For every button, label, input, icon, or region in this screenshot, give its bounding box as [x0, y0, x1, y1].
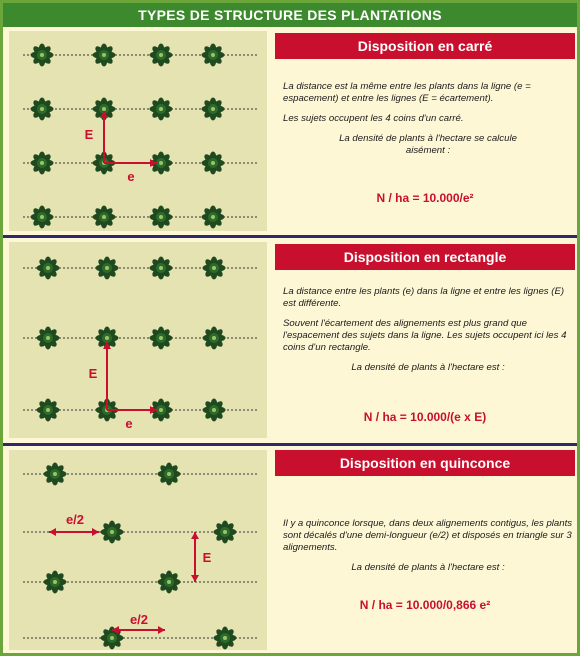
- plant-icon: [37, 327, 60, 350]
- plant-icon: [31, 98, 54, 121]
- plant-icon: [44, 571, 67, 594]
- paragraph: Il y a quinconce lorsque, dans deux alignements contigus, les plants sont décalés d'une demi-longueur (e/2) et disposés en triangle sur 3 alignements.: [283, 518, 573, 553]
- plant-icon: [202, 152, 225, 175]
- label-E: E: [202, 550, 212, 565]
- section-heading: Disposition en quinconce: [275, 450, 575, 476]
- plant-icon: [203, 327, 226, 350]
- label-E: E: [84, 127, 94, 142]
- rectangle-diagram: [9, 242, 267, 438]
- label-half-top: e/2: [65, 512, 85, 527]
- plant-icon: [31, 206, 54, 229]
- plant-icon: [203, 399, 226, 422]
- plant-icon: [214, 521, 237, 544]
- section-square: [3, 27, 577, 235]
- quincunx-layout-svg: [9, 450, 267, 650]
- section-quincunx: [3, 446, 577, 653]
- section-rectangle: [3, 238, 577, 443]
- arrow-half-top: [49, 528, 99, 536]
- plant-icon: [31, 152, 54, 175]
- plant-icon: [158, 571, 181, 594]
- plant-icon: [150, 257, 173, 280]
- plant-icon: [37, 257, 60, 280]
- plant-icon: [150, 327, 173, 350]
- density-label: La densité de plants à l'hectare est :: [351, 561, 505, 573]
- section-heading: Disposition en carré: [275, 33, 575, 59]
- plant-icon: [202, 44, 225, 67]
- plant-icon: [150, 206, 173, 229]
- label-e: e: [127, 169, 135, 184]
- section-heading: Disposition en rectangle: [275, 244, 575, 270]
- density-label: La densité de plants à l'hectare se calcule aisément :: [339, 132, 517, 156]
- arrow-E: [103, 342, 111, 410]
- plant-icon: [93, 44, 116, 67]
- plant-icon: [158, 463, 181, 486]
- density-formula: N / ha = 10.000/(e x E): [363, 410, 487, 424]
- plant-icon: [202, 98, 225, 121]
- square-layout-svg: [9, 31, 267, 231]
- label-E: E: [88, 366, 98, 381]
- plant-icon: [214, 627, 237, 650]
- plant-icon: [101, 521, 124, 544]
- paragraph: La distance est la même entre les plants dans la ligne (e = espacement) et entre les lignes (E = écartement).: [283, 81, 531, 104]
- density-label: La densité de plants à l'hectare est :: [351, 361, 505, 373]
- arrow-E: [191, 532, 199, 582]
- section-description: [283, 518, 573, 582]
- plant-icon: [93, 206, 116, 229]
- rectangle-layout-svg: [9, 242, 267, 438]
- square-diagram: [9, 31, 267, 231]
- quincunx-diagram: [9, 450, 267, 650]
- plant-icon: [203, 257, 226, 280]
- density-formula: N / ha = 10.000/e²: [376, 191, 474, 205]
- page-title: TYPES DE STRUCTURE DES PLANTATIONS: [3, 3, 577, 27]
- plant-icon: [31, 44, 54, 67]
- plant-icon: [37, 399, 60, 422]
- plant-icon: [150, 44, 173, 67]
- plant-icon: [96, 257, 119, 280]
- label-half-bottom: e/2: [129, 612, 149, 627]
- plant-icon: [150, 98, 173, 121]
- paragraph: Les sujets occupent les 4 coins d'un carré.: [283, 112, 464, 124]
- paragraph: La distance entre les plants (e) dans la ligne et entre les lignes (E) est différente.: [283, 286, 565, 309]
- plant-icon: [202, 206, 225, 229]
- label-e: e: [125, 416, 133, 431]
- paragraph: Souvent l'écartement des alignements est plus grand que l'espacement des sujets dans la ligne. Les sujets occupent ici les 4 coins d'un rectangle.: [283, 317, 567, 353]
- density-formula: N / ha = 10.000/0,866 e²: [359, 598, 491, 612]
- plant-icon: [44, 463, 67, 486]
- section-description: [283, 81, 573, 165]
- section-description: [283, 286, 573, 382]
